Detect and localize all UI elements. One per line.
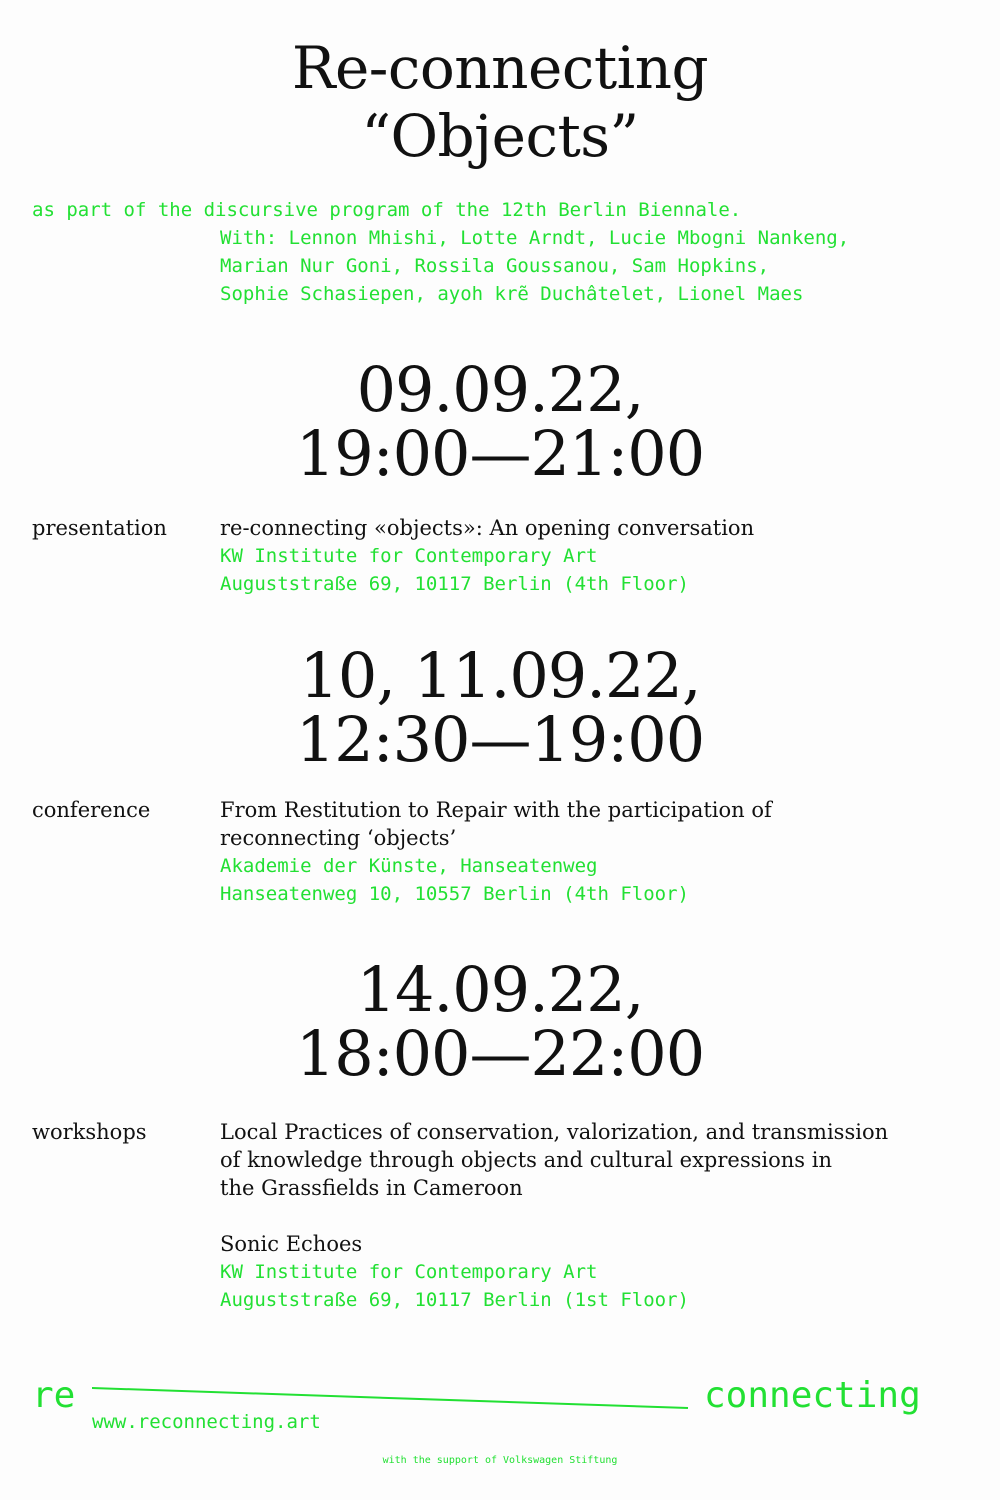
event-kind: presentation: [32, 516, 167, 540]
event-date: 14.09.22,: [356, 953, 644, 1026]
event-title: From Restitution to Repair with the participation of: [220, 798, 772, 822]
event-time: 18:00—22:00: [295, 1017, 705, 1090]
website-link[interactable]: www.reconnecting.art: [92, 1411, 321, 1433]
event-address: Auguststraße 69, 10117 Berlin (4th Floor): [220, 573, 689, 595]
intro-block: [32, 196, 850, 305]
event-venue: KW Institute for Contemporary Art: [220, 1261, 598, 1283]
event-time: 19:00—21:00: [295, 417, 705, 490]
event-title: Local Practices of conservation, valorization, and transmission: [220, 1120, 889, 1144]
event-date: 09.09.22,: [356, 353, 644, 426]
event-second-title: Sonic Echoes: [220, 1232, 363, 1256]
event-address: Hanseatenweg 10, 10557 Berlin (4th Floor): [220, 883, 689, 905]
participants-line: With: Lennon Mhishi, Lotte Arndt, Lucie Mbogni Nankeng,: [220, 227, 850, 249]
title-line-2: “Objects”: [361, 102, 639, 170]
event-time: 12:30—19:00: [295, 703, 705, 776]
event-kind: conference: [32, 798, 151, 822]
event-venue: KW Institute for Contemporary Art: [220, 545, 598, 567]
event-3-datetime: [0, 953, 1000, 1090]
event-date: 10, 11.09.22,: [299, 639, 701, 712]
title-line-1: Re-connecting: [291, 34, 709, 102]
participants-line: Sophie Schasiepen, ayoh krẽ Duchâtelet, Lionel Maes: [220, 283, 804, 305]
logo-right: connecting: [704, 1375, 921, 1416]
event-2-datetime: [0, 639, 1000, 776]
event-2-details: [220, 796, 772, 908]
event-title: re-connecting «objects»: An opening conversation: [220, 516, 755, 540]
event-title: the Grassfields in Cameroon: [220, 1176, 523, 1200]
program-note: as part of the discursive program of the 12th Berlin Biennale.: [32, 199, 742, 221]
event-address: Auguststraße 69, 10117 Berlin (1st Floor): [220, 1289, 689, 1311]
event-title: reconnecting ‘objects’: [220, 826, 457, 850]
poster-title: [0, 34, 1000, 170]
event-kind: workshops: [32, 1120, 147, 1144]
participants: [220, 224, 849, 308]
event-1-datetime: [0, 353, 1000, 490]
event-1-details: [220, 514, 754, 598]
event-venue: Akademie der Künste, Hanseatenweg: [220, 855, 598, 877]
support-note: with the support of Volkswagen Stiftung: [382, 1455, 618, 1466]
participants-line: Marian Nur Goni, Rossila Goussanou, Sam Hopkins,: [220, 255, 770, 277]
logo-left: re: [32, 1375, 76, 1416]
event-3-details: [220, 1118, 888, 1314]
event-title: of knowledge through objects and cultural expressions in: [220, 1148, 832, 1172]
logo-connector-line: [92, 1382, 692, 1412]
